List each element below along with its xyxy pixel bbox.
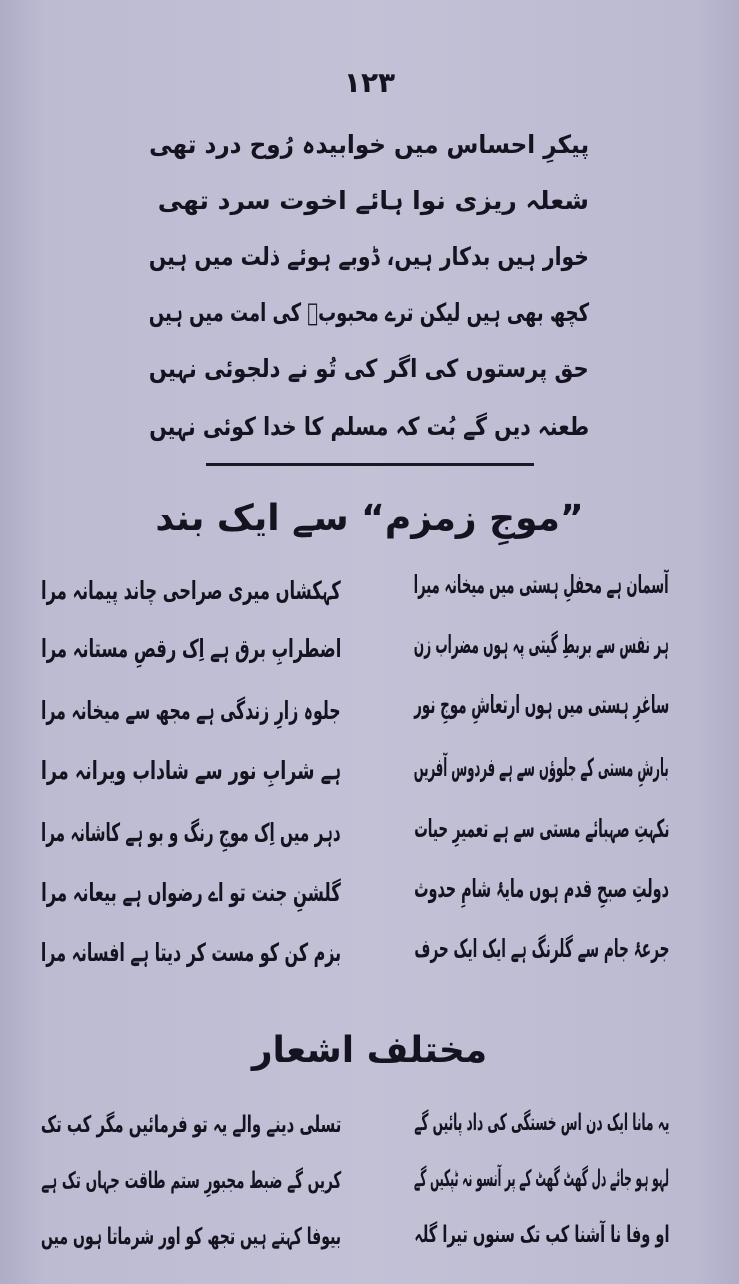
verse-line: ہے شرابِ نور سے شاداب ویرانہ مرا: [40, 756, 341, 785]
page-number: ۱۲۳: [343, 66, 396, 99]
verse-line: ساغرِ ہستی میں ہوں ارتعاشِ موجِ نور: [413, 690, 669, 719]
verse-line: پیکرِ احساس میں خوابیدہ رُوح درد تھی: [149, 130, 589, 159]
verse-line: خوار ہیں بدکار ہیں، ڈوبے ہوئے ذلت میں ہیں: [148, 242, 589, 271]
verse-line: بیوفا کہتے ہیں تجھ کو اور شرماتا ہوں میں: [40, 1224, 341, 1250]
verse-line: طعنہ دیں گے بُت کہ مسلم کا خدا کوئی نہیں: [149, 412, 589, 441]
verse-line: بارشِ مستی کے جلوؤں سے ہے فردوس آفریں: [414, 753, 669, 782]
verse-line: او وفا نا آشنا کب تک سنوں تیرا گلہ: [413, 1222, 669, 1248]
verse-line: دولتِ صبحِ قدم ہوں مایۂ شامِ حدوث: [414, 874, 669, 903]
verse-line: نکہتِ صہبائے مستی سے ہے تعمیرِ حیات: [413, 814, 669, 843]
verse-line: اضطرابِ برق ہے اِک رقصِ مستانہ مرا: [40, 634, 341, 663]
section-divider: [206, 463, 534, 466]
verse-line: دہر میں اِک موجِ رنگ و بو ہے کاشانہ مرا: [41, 818, 341, 847]
verse-line: کریں گے ضبط مجبورِ ستم طاقت جہاں تک ہے: [41, 1168, 341, 1194]
verse-line: کہکشاں میری صراحی چاند پیمانہ مرا: [41, 576, 341, 605]
verse-line: شعلہ ریزی نوا ہائے اخوت سرد تھی: [157, 186, 589, 215]
verse-line: حق پرستوں کی اگر کی تُو نے دلجوئی نہیں: [149, 354, 589, 383]
verse-line: بزم کن کو مست کر دیتا ہے افسانہ مرا: [40, 938, 341, 967]
verse-line: لہو ہو جائے دل گھٹ گھٹ کے پر آنسو نہ ٹپکیں گے: [413, 1166, 669, 1192]
verse-line: تسلی دینے والے یہ تو فرمائیں مگر کب تک: [40, 1112, 341, 1138]
section-heading-mauj-e-zamzam: ”موجِ زمزم“ سے ایک بند: [155, 498, 584, 539]
verse-line: آسمان ہے محفلِ ہستی میں میخانہ میرا: [413, 570, 669, 599]
verse-line: جلوہ زارِ زندگی ہے مجھ سے میخانہ مرا: [41, 696, 341, 725]
verse-line: یہ مانا ایک دن اس خستگی کی داد پائیں گے: [413, 1110, 669, 1136]
verse-line: ہر نفس سے بربطِ گیتی پہ ہوں مضراب زن: [413, 630, 669, 659]
verse-line: گلشنِ جنت تو اے رضواں ہے بیعانہ مرا: [41, 878, 341, 907]
verse-line: جرعۂ جام سے گلرنگ ہے ایک ایک حرف: [413, 934, 669, 963]
verse-line: کچھ بھی ہیں لیکن ترے محبوبؐ کی امت میں ہیں: [148, 298, 589, 327]
section-heading-mukhtalif-ashaar: مختلف اشعار: [251, 1030, 488, 1071]
